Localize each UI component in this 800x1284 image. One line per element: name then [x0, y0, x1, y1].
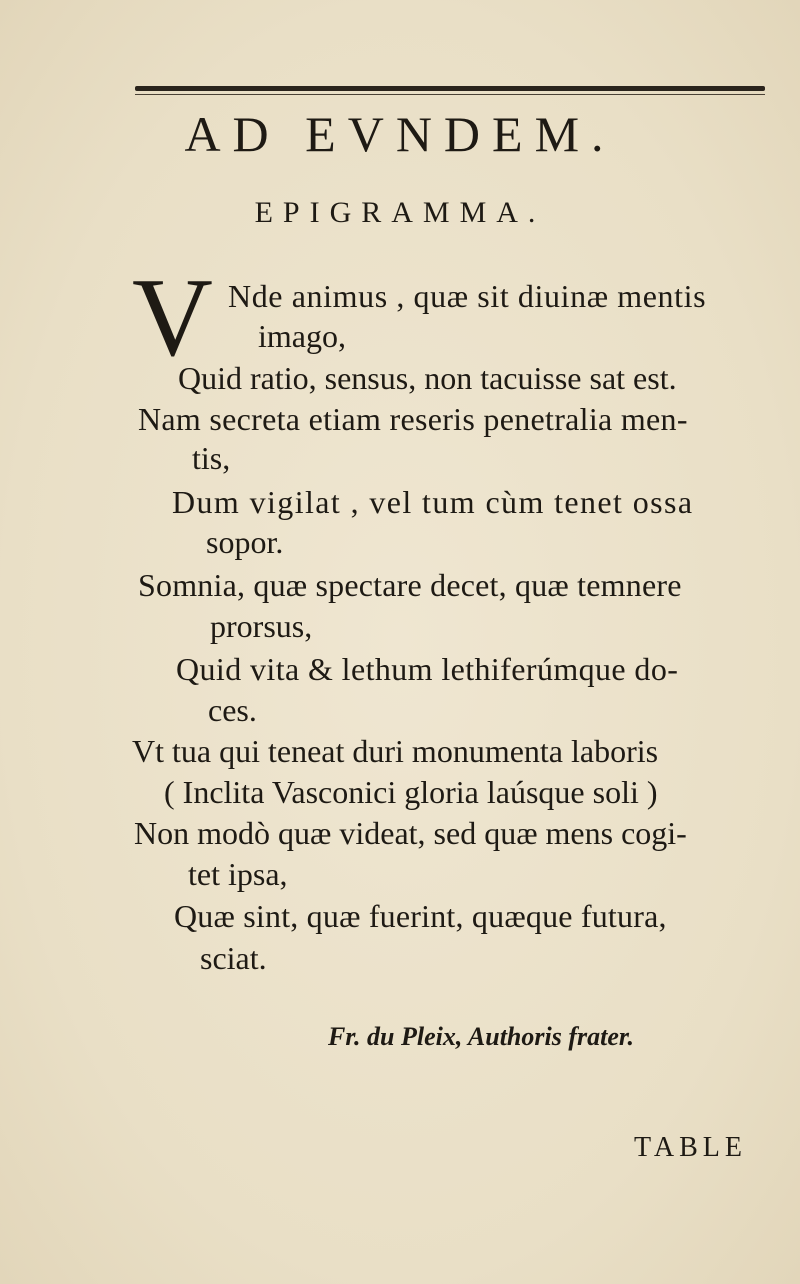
poem-line: Non modò quæ videat, sed quæ mens cogi- [134, 815, 687, 851]
poem-line: ces. [208, 692, 257, 728]
poem-line: Dum vigilat , vel tum cùm tenet ossa [172, 484, 694, 520]
poem-line: Somnia, quæ spectare decet, quæ temnere [138, 567, 682, 603]
poem-line: sopor. [206, 524, 284, 560]
poem-line: ( Inclita Vasconici gloria laúsque soli ) [164, 774, 658, 810]
poem-line: prorsus, [210, 608, 313, 644]
header-rule [135, 86, 765, 91]
page-title: AD EVNDEM. [184, 106, 616, 162]
page-subtitle: EPIGRAMMA. [254, 196, 546, 229]
poem-line: tis, [192, 440, 231, 476]
poem-line: Nde animus , quæ sit diuinæ mentis [228, 278, 707, 314]
drop-cap: V [132, 256, 213, 380]
poem-line: tet ipsa, [188, 856, 288, 892]
poem-line: Quid ratio, sensus, non tacuisse sat est. [178, 360, 677, 396]
poem-line: Vt tua qui teneat duri monumenta laboris [132, 733, 659, 769]
poem-line: imago, [258, 318, 346, 354]
poem-line: sciat. [200, 940, 267, 976]
header-rule-thin [135, 94, 765, 95]
poem-line: Quid vita & lethum lethiferúmque do- [176, 651, 679, 687]
signature: Fr. du Pleix, Authoris frater. [328, 1022, 635, 1051]
poem-line: Nam secreta etiam reseris penetralia men- [138, 401, 688, 437]
poem-line: Quæ sint, quæ fuerint, quæque futura, [174, 898, 667, 934]
catchword: TABLE [634, 1132, 747, 1163]
